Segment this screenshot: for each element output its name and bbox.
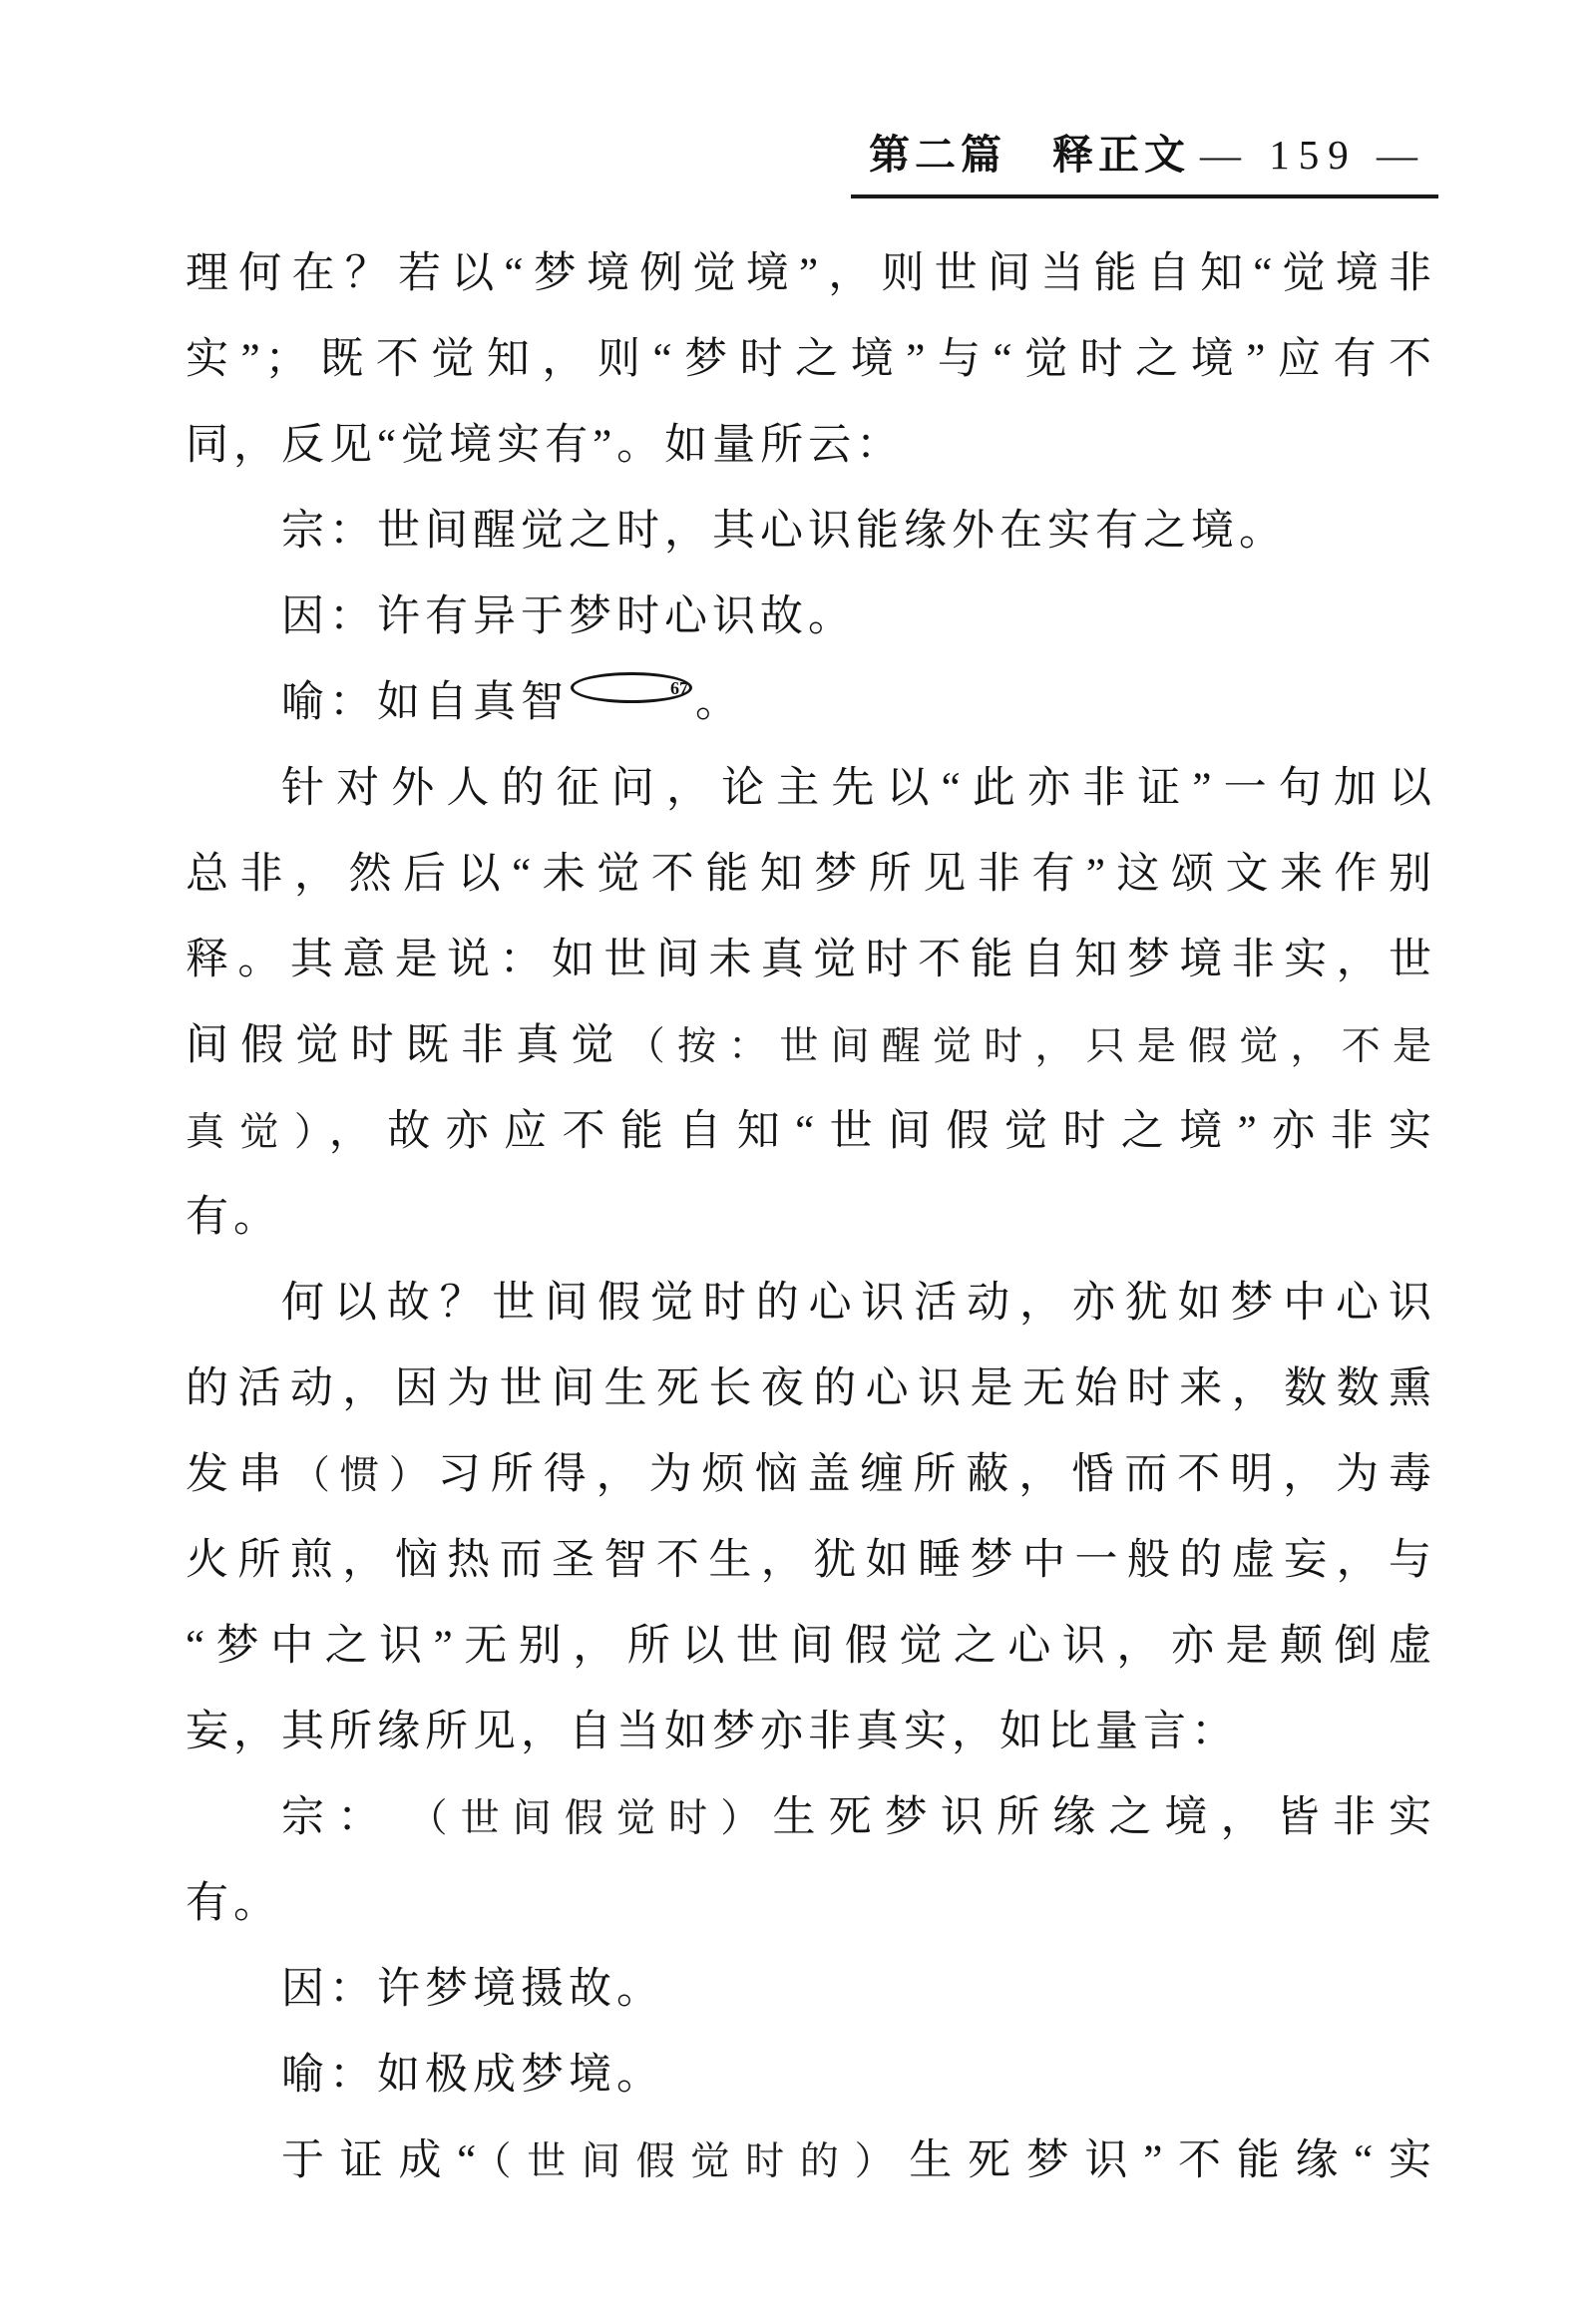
text-line — [186, 575, 1436, 660]
body-text-segment: 总非，然后以“未觉不能知梦所见非有”这颂文来作别 — [186, 851, 1436, 898]
body-text-segment: 喻：如自真智 — [281, 679, 569, 726]
body-text-segment: 释。其意是说：如世间未真觉时不能自知梦境非实，世 — [186, 937, 1436, 983]
text-line — [186, 832, 1436, 918]
body-text-segment: 于证成“ — [281, 2137, 482, 2184]
body-text-segment: 宗： — [281, 1794, 428, 1841]
body-text-segment: 妄，其所缘所见，自当如梦亦非真实，如比量言： — [186, 1709, 1239, 1755]
text-line — [186, 2119, 1436, 2204]
body-text-segment: 生死梦识”不能缘“实 — [909, 2137, 1436, 2184]
chapter-title: 第二篇 释正文 — [869, 132, 1190, 178]
text-line — [186, 317, 1436, 403]
body-text-segment: 实”；既不觉知，则“梦时之境”与“觉时之境”应有不 — [186, 336, 1436, 383]
text-line — [186, 2033, 1436, 2119]
text-line — [186, 1432, 1436, 1518]
text-line — [186, 660, 1436, 746]
text-line — [186, 1518, 1436, 1604]
body-text-segment: 宗：世间醒觉之时，其心识能缘外在实有之境。 — [281, 508, 1287, 555]
body-text-segment: 。 — [695, 679, 743, 726]
page-header — [851, 122, 1438, 198]
text-line — [186, 489, 1436, 575]
body-text-segment: 有。 — [186, 1880, 281, 1927]
text-line — [186, 1089, 1436, 1175]
text-line — [186, 1861, 1436, 1947]
annotation-text: （世间假觉时的） — [481, 2140, 910, 2183]
body-text-segment: 同，反见“觉境实有”。如量所云： — [186, 422, 905, 469]
text-line — [186, 1690, 1436, 1775]
body-text-segment: 因：许有异于梦时心识故。 — [281, 593, 856, 640]
text-line — [186, 1175, 1436, 1261]
annotation-text: （惯） — [290, 1454, 438, 1497]
body-text — [186, 231, 1436, 2204]
annotation-text: （按：世间醒觉时，只是假觉，不是 — [625, 1025, 1436, 1068]
annotation-text: 真觉） — [186, 1111, 329, 1154]
body-text-segment: 针对外人的征问，论主先以“此亦非证”一句加以 — [281, 765, 1436, 812]
text-line — [186, 1003, 1436, 1089]
body-text-segment: 理何在？若以“梦境例觉境”，则世间当能自知“觉境非 — [186, 250, 1436, 297]
text-line — [186, 1775, 1436, 1861]
body-text-segment: 生死梦识所缘之境，皆非实 — [772, 1794, 1437, 1841]
body-text-segment: 发串 — [186, 1451, 291, 1498]
text-line — [186, 1604, 1436, 1690]
body-text-segment: “梦中之识”无别，所以世间假觉之心识，亦是颠倒虚 — [186, 1623, 1436, 1670]
text-line — [186, 746, 1436, 832]
body-text-segment: 何以故？世间假觉时的心识活动，亦犹如梦中心识 — [281, 1280, 1436, 1327]
text-line — [186, 1261, 1436, 1347]
footnote-marker: 67 — [571, 672, 692, 703]
body-text-segment: ，故亦应不能自知“世间假觉时之境”亦非实 — [328, 1108, 1436, 1155]
text-line — [186, 1347, 1436, 1432]
annotation-text: （世间假觉时） — [427, 1797, 773, 1840]
text-line — [186, 403, 1436, 489]
body-text-segment: 的活动，因为世间生死长夜的心识是无始时来，数数熏 — [186, 1365, 1436, 1412]
text-line — [186, 231, 1436, 317]
body-text-segment: 有。 — [186, 1194, 281, 1241]
text-line — [186, 1947, 1436, 2033]
page-number: — 159 — — [1200, 132, 1426, 178]
body-text-segment: 间假觉时既非真觉 — [186, 1022, 626, 1069]
body-text-segment: 火所煎，恼热而圣智不生，犹如睡梦中一般的虚妄，与 — [186, 1537, 1436, 1584]
body-text-segment: 习所得，为烦恼盖缠所蔽，惛而不明，为毒 — [437, 1451, 1437, 1498]
text-line — [186, 918, 1436, 1003]
body-text-segment: 因：许梦境摄故。 — [281, 1966, 664, 2013]
body-text-segment: 喻：如极成梦境。 — [281, 2052, 664, 2099]
